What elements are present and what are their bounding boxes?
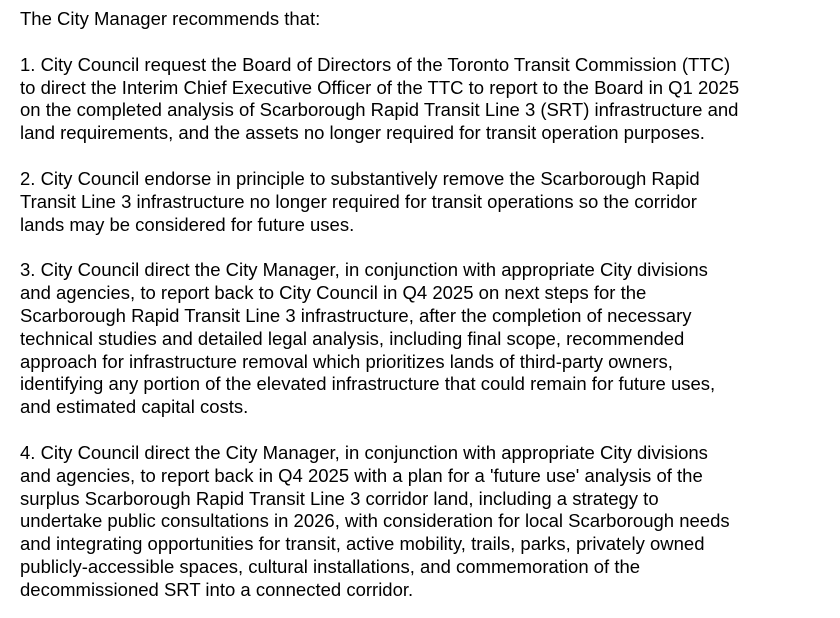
recommendation-line: on the completed analysis of Scarborough Rapid Transit Line 3 (SRT) infrastructure and	[20, 99, 739, 121]
recommendation-line: 2. City Council endorse in principle to substantively remove the Scarborough Rapid	[20, 167, 700, 189]
recommendation-4	[20, 442, 830, 602]
intro-text: The City Manager recommends that:	[20, 8, 321, 29]
recommendation-line: surplus Scarborough Rapid Transit Line 3 corridor land, including a strategy to	[20, 487, 659, 509]
recommendation-line: undertake public consultations in 2026, with consideration for local Scarborough needs	[20, 510, 730, 532]
recommendation-line: identifying any portion of the elevated infrastructure that could remain for future uses,	[20, 373, 716, 395]
recommendation-line: and integrating opportunities for transit, active mobility, trails, parks, privately owned	[20, 533, 705, 555]
recommendation-1	[20, 54, 830, 145]
recommendation-line: publicly-accessible spaces, cultural installations, and commemoration of the	[20, 555, 641, 577]
recommendation-line: and agencies, to report back in Q4 2025 with a plan for a 'future use' analysis of the	[20, 464, 703, 486]
recommendation-line: decommissioned SRT into a connected corridor.	[20, 578, 414, 600]
recommendation-line: 1. City Council request the Board of Directors of the Toronto Transit Commission (TTC)	[20, 53, 731, 75]
document-body	[20, 0, 830, 602]
recommendation-line: technical studies and detailed legal analysis, including final scope, recommended	[20, 327, 685, 349]
recommendation-line: approach for infrastructure removal which prioritizes lands of third-party owners,	[20, 350, 673, 372]
recommendation-line: Scarborough Rapid Transit Line 3 infrastructure, after the completion of necessary	[20, 304, 692, 326]
recommendation-line: 3. City Council direct the City Manager, in conjunction with appropriate City divisions	[20, 259, 708, 281]
recommendation-line: and agencies, to report back to City Council in Q4 2025 on next steps for the	[20, 282, 647, 304]
recommendation-line: and estimated capital costs.	[20, 396, 249, 418]
recommendation-line: 4. City Council direct the City Manager, in conjunction with appropriate City divisions	[20, 441, 708, 463]
recommendation-line: Transit Line 3 infrastructure no longer required for transit operations so the corridor	[20, 190, 697, 212]
recommendation-2	[20, 168, 830, 236]
recommendation-3	[20, 259, 830, 419]
recommendation-line: land requirements, and the assets no longer required for transit operation purposes.	[20, 122, 705, 144]
recommendation-line: lands may be considered for future uses.	[20, 213, 355, 235]
recommendation-line: to direct the Interim Chief Executive Officer of the TTC to report to the Board in Q1 2025	[20, 76, 740, 98]
